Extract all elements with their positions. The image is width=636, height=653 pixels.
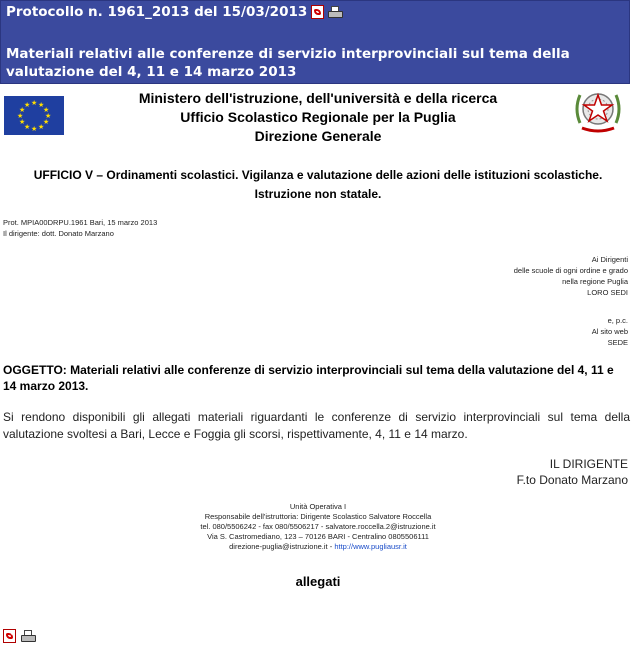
signature-title: IL DIRIGENTE (549, 457, 628, 471)
signature-name: F.to Donato Marzano (516, 473, 628, 487)
recipient-line: delle scuole di ogni ordine e grado (513, 266, 628, 275)
footer-line: Responsabile dell'istruttoria: Dirigente Scolastico Salvatore Roccella (204, 512, 432, 521)
signature-block (517, 456, 628, 488)
footer-line: Unità Operativa I (289, 502, 347, 511)
subject-line: OGGETTO: Materiali relativi alle conferenze di servizio interprovinciali sul tema della valutazione del 4, 11 e 14 marzo 2013. (3, 363, 614, 393)
letterhead (0, 89, 636, 146)
recipients-block (514, 254, 628, 298)
footer-contact (0, 502, 636, 552)
footer-email: direzione-puglia@istruzione.it (229, 542, 328, 551)
attachments-heading: allegati (295, 574, 341, 589)
footer-line: tel. 080/5506242 - fax 080/5506217 - salvatore.roccella.2@istruzione.it (200, 522, 436, 531)
protocol-title-row (6, 4, 343, 20)
protocol-title: Protocollo n. 1961_2013 del 15/03/2013 (6, 4, 308, 20)
office-name: Ufficio Scolastico Regionale per la Puglia (180, 109, 456, 125)
header-subject: Materiali relativi alle conferenze di servizio interprovinciali sul tema della valutazione del 4, 11 e 14 marzo 2013 (6, 46, 570, 80)
eu-flag-icon: ★ ★ ★ ★ ★ ★ ★ ★ ★ ★ ★ ★ (4, 96, 64, 135)
ufficio-heading: UFFICIO V – Ordinamenti scolastici. Vigilanza e valutazione delle azioni delle istituzioni scolastiche. Istruzione non statale. (33, 168, 603, 201)
bottom-actions (3, 629, 36, 643)
recipient-line: Ai Dirigenti (591, 255, 628, 264)
print-icon[interactable] (328, 6, 343, 19)
ministry-name: Ministero dell'istruzione, dell'università e della ricerca (138, 90, 498, 106)
footer-line: direzione-puglia@istruzione.it - http://www.pugliausr.it (229, 542, 407, 551)
footer-line: Via S. Castromediano, 123 – 70126 BARI - Centralino 0805506111 (207, 532, 429, 541)
website-link[interactable]: http://www.pugliausr.it (334, 542, 407, 551)
pdf-icon[interactable] (3, 629, 16, 643)
protocol-manager: Il dirigente: dott. Donato Marzano (3, 229, 114, 238)
pdf-icon[interactable] (311, 5, 324, 19)
protocol-info (3, 217, 157, 239)
cc-line: e, p.c. (607, 316, 628, 325)
print-icon[interactable] (21, 630, 36, 643)
page-header (0, 0, 630, 84)
direction-name: Direzione Generale (254, 128, 382, 144)
cc-block (592, 315, 628, 348)
body-paragraph: Si rendono disponibili gli allegati materiali riguardanti le conferenze di servizio interprovinciali sul tema della valutazione svoltesi a Bari, Lecce e Foggia gli scorsi, rispettivamente, 4, 11 e 14 marzo. (3, 410, 630, 441)
cc-line: Al sito web (591, 327, 628, 336)
cc-line: SEDE (607, 338, 628, 347)
recipient-line: nella regione Puglia (562, 277, 628, 286)
protocol-number: Prot. MPIA00DRPU.1961 Bari, 15 marzo 2013 (3, 218, 158, 227)
recipient-line: LORO SEDI (587, 288, 628, 297)
